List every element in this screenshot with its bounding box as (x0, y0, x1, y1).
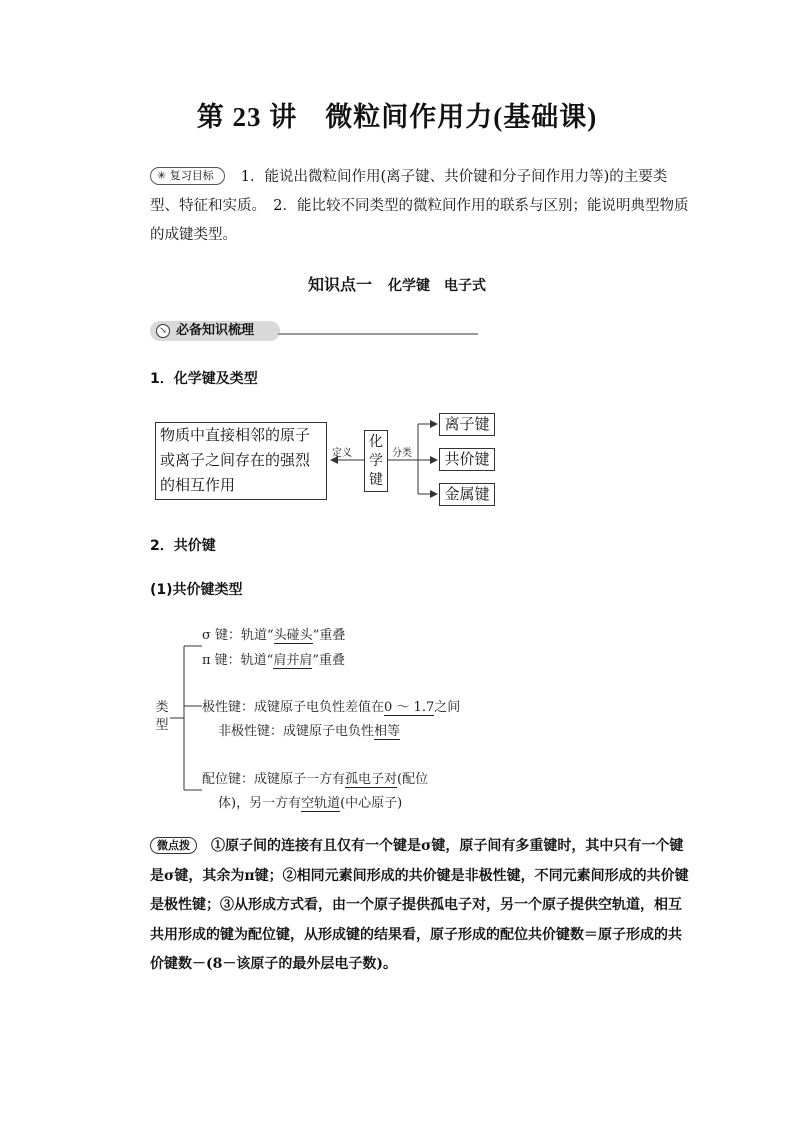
definition-box: 物质中直接相邻的原子或离子之间存在的强烈的相互作用 (155, 422, 327, 500)
tip-badge: 微点拨 (150, 837, 197, 854)
review-goals-text: 1．能说出微粒间作用(离子键、共价键和分子间作用力等)的主要类型、特征和实质。 2．能比较不同类型的微粒间作用的联系与区别；能说明典型物质的成键类型。 (150, 169, 689, 243)
coordinate-bond-prefix-2: 体)，另一方有 (218, 796, 302, 811)
nonpolar-bond-blank: 相等 (374, 724, 401, 739)
review-goals-tag: ✳ 复习目标 (150, 167, 225, 185)
nonpolar-bond-row (218, 720, 400, 739)
polar-bond-row (202, 696, 460, 715)
pi-bond-suffix: ”重叠 (312, 653, 345, 668)
coordinate-bond-prefix: 配位键：成键原子一方有 (202, 772, 346, 787)
coordinate-bond-row-2 (218, 792, 402, 811)
sigma-bond-suffix: ”重叠 (312, 628, 346, 643)
page-title: 第 23 讲 微粒间作用力(基础课) (196, 102, 598, 132)
banner-rule (278, 333, 478, 335)
coordinate-bond-suffix-2: (中心原子) (340, 796, 403, 811)
knowledge-point-number: 知识点一 (307, 275, 372, 294)
tip-text: ①原子间的连接有且仅有一个键是σ键，原子间有多重键时，其中只有一个键是σ键，其余为π键；②相同元素间形成的共价键是非极性键，不同元素间形成的共价键是极性键；③从形成方式看，由一个原子提供孤电子对，另一个原子提供空轨道，相互共用形成的键为配位键，从形成键的结果看，原子形成的配位共价键数＝原子形成的共价键数－(8－该原子的最外层电子数)。 (150, 838, 689, 972)
sigma-bond-blank: 头碰头 (273, 628, 313, 643)
define-label: 定义 (332, 448, 352, 459)
pi-bond-blank: 肩并肩 (273, 653, 313, 668)
knowledge-point-heading (0, 272, 794, 295)
polar-bond-prefix: 极性键：成键原子电负性差值在 (202, 700, 385, 715)
metallic-bond-box: 金属键 (439, 483, 495, 506)
review-goals (150, 163, 690, 250)
polar-bond-suffix: 之间 (434, 700, 461, 715)
sigma-bond-prefix: σ 键：轨道“ (202, 628, 274, 643)
covalent-bond-box: 共价键 (439, 448, 495, 471)
coordinate-bond-blank-2: 空轨道 (301, 796, 341, 811)
sigma-bond-row (202, 624, 345, 643)
banner-label: 必备知识梳理 (150, 321, 280, 341)
category-label: 类型 (155, 700, 169, 733)
coordinate-bond-row (202, 768, 428, 787)
pi-bond-prefix: π 键：轨道“ (202, 653, 274, 668)
polar-bond-blank: 0 ～ 1.7 (384, 700, 435, 715)
pi-bond-row (202, 649, 345, 668)
chemical-bond-diagram (150, 410, 510, 510)
review-goals-tag-label: 复习目标 (169, 169, 214, 182)
coordinate-bond-blank: 孤电子对 (345, 772, 398, 787)
nonpolar-bond-prefix: 非极性键：成键原子电负性 (218, 724, 375, 739)
arrow-circle-icon: ↘ (156, 324, 170, 338)
section-2-subheading: (1)共价键类型 (150, 582, 243, 598)
ionic-bond-box: 离子键 (439, 413, 495, 436)
classify-label: 分类 (392, 448, 412, 459)
section-1-heading: 1．化学键及类型 (150, 371, 258, 387)
section-banner (150, 321, 480, 343)
knowledge-point-subtitle: 化学键 电子式 (388, 278, 486, 294)
section-2-heading: 2．共价键 (150, 538, 216, 554)
coordinate-bond-suffix: (配位 (397, 772, 429, 787)
chemical-bond-node: 化学键 (364, 430, 388, 492)
tip-paragraph (150, 832, 690, 980)
covalent-type-tree (150, 620, 510, 820)
